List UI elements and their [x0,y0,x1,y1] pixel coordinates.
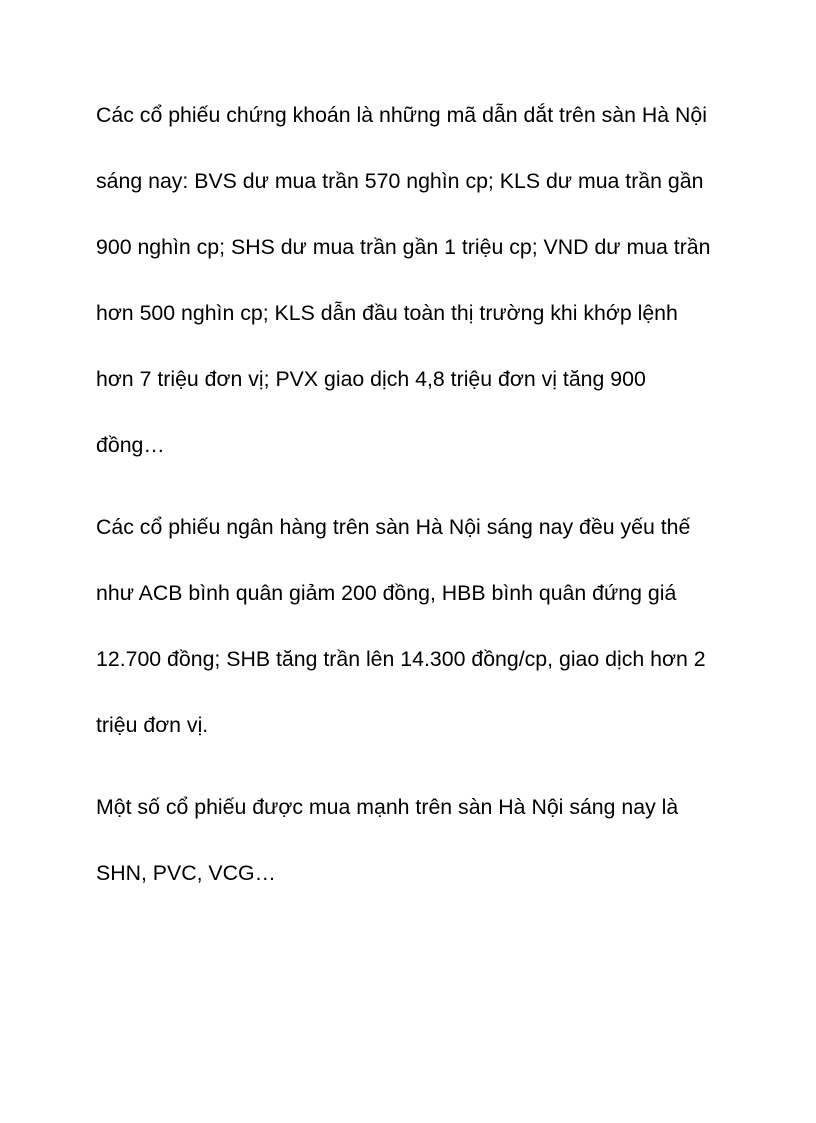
text-line: đồng… [96,433,165,457]
text-line: Một số cổ phiếu được mua mạnh trên sàn Hà Nội sáng nay là [96,795,679,819]
text-line: Các cổ phiếu chứng khoán là những mã dẫn dắt trên sàn Hà Nội [96,103,708,127]
paragraph-bank-stocks [96,494,736,758]
text-line: 900 nghìn cp; SHS dư mua trần gần 1 triệu cp; VND dư mua trần [96,235,711,259]
text-line: SHN, PVC, VCG… [96,861,276,885]
text-line: như ACB bình quân giảm 200 đồng, HBB bình quân đứng giá [96,581,677,605]
text-line: hơn 7 triệu đơn vị; PVX giao dịch 4,8 triệu đơn vị tăng 900 [96,367,646,391]
text-line: 12.700 đồng; SHB tăng trần lên 14.300 đồng/cp, giao dịch hơn 2 [96,647,706,671]
text-line: hơn 500 nghìn cp; KLS dẫn đầu toàn thị trường khi khớp lệnh [96,301,678,325]
document-body [96,82,736,906]
text-line: triệu đơn vị. [96,713,209,737]
paragraph-strongly-bought-stocks [96,774,736,906]
paragraph-securities-stocks [96,82,736,478]
text-line: sáng nay: BVS dư mua trần 570 nghìn cp; KLS dư mua trần gần [96,169,704,193]
text-line: Các cổ phiếu ngân hàng trên sàn Hà Nội sáng nay đều yếu thế [96,515,691,539]
